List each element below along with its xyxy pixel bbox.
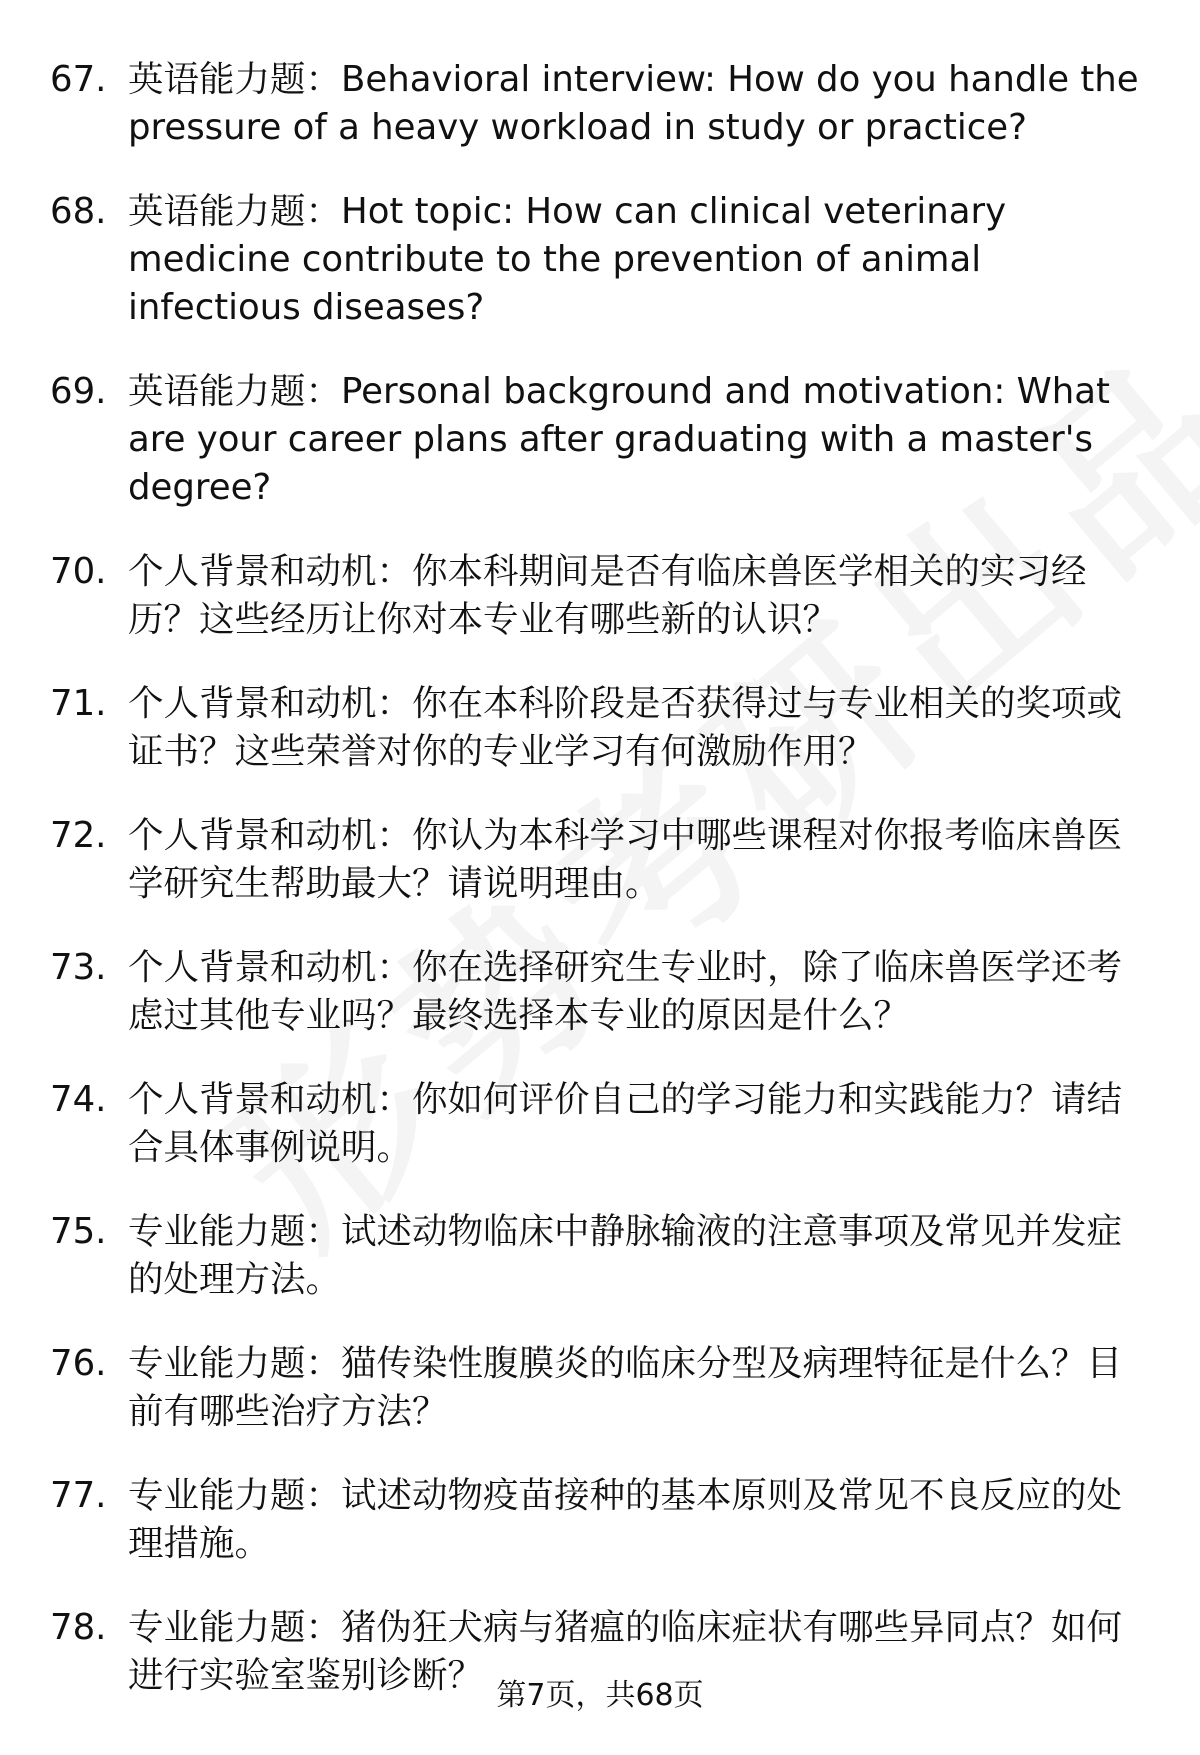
question-item (0, 680, 1200, 776)
question-item (0, 548, 1200, 644)
question-item (0, 188, 1200, 332)
question-text: 个人背景和动机：你如何评价自己的学习能力和实践能力？请结合具体事例说明。 (128, 1079, 1123, 1168)
page-footer: 第7页，共68页 (496, 1678, 704, 1713)
question-item (0, 56, 1200, 152)
question-text: 英语能力题：Hot topic: How can clinical veterinary medicine contribute to the prevention of animal infectious diseases? (128, 191, 1007, 328)
question-item (0, 1340, 1200, 1436)
question-number: 69. (50, 371, 107, 412)
question-item (0, 368, 1200, 512)
question-number: 73. (50, 947, 107, 988)
question-number: 70. (50, 551, 107, 592)
question-text: 个人背景和动机：你在选择研究生专业时，除了临床兽医学还考虑过其他专业吗？最终选择本专业的原因是什么？ (128, 947, 1123, 1036)
question-text: 英语能力题：Behavioral interview: How do you handle the pressure of a heavy workload in study or practice? (128, 59, 1139, 148)
question-item (0, 944, 1200, 1040)
question-text: 专业能力题：猪伪狂犬病与猪瘟的临床症状有哪些异同点？如何进行实验室鉴别诊断？ (128, 1607, 1123, 1696)
question-item (0, 1472, 1200, 1568)
question-text: 专业能力题：试述动物疫苗接种的基本原则及常见不良反应的处理措施。 (128, 1475, 1123, 1564)
question-text: 个人背景和动机：你在本科阶段是否获得过与专业相关的奖项或证书？这些荣誉对你的专业学习有何激励作用？ (128, 683, 1123, 772)
question-text: 专业能力题：试述动物临床中静脉输液的注意事项及常见并发症的处理方法。 (128, 1211, 1123, 1300)
question-number: 68. (50, 191, 107, 232)
question-text: 专业能力题：猫传染性腹膜炎的临床分型及病理特征是什么？目前有哪些治疗方法？ (128, 1343, 1123, 1432)
question-item (0, 1076, 1200, 1172)
question-list (0, 56, 1200, 1736)
question-number: 78. (50, 1607, 107, 1648)
question-number: 71. (50, 683, 107, 724)
question-number: 76. (50, 1343, 107, 1384)
question-number: 72. (50, 815, 107, 856)
question-text: 英语能力题：Personal background and motivation: What are your career plans after graduating with a master's degree? (128, 371, 1110, 508)
question-item (0, 1208, 1200, 1304)
question-text: 个人背景和动机：你认为本科学习中哪些课程对你报考临床兽医学研究生帮助最大？请说明理由。 (128, 815, 1123, 904)
question-number: 75. (50, 1211, 107, 1252)
question-item (0, 812, 1200, 908)
question-text: 个人背景和动机：你本科期间是否有临床兽医学相关的实习经历？这些经历让你对本专业有哪些新的认识？ (128, 551, 1087, 640)
question-number: 77. (50, 1475, 107, 1516)
question-number: 74. (50, 1079, 107, 1120)
question-number: 67. (50, 59, 107, 100)
